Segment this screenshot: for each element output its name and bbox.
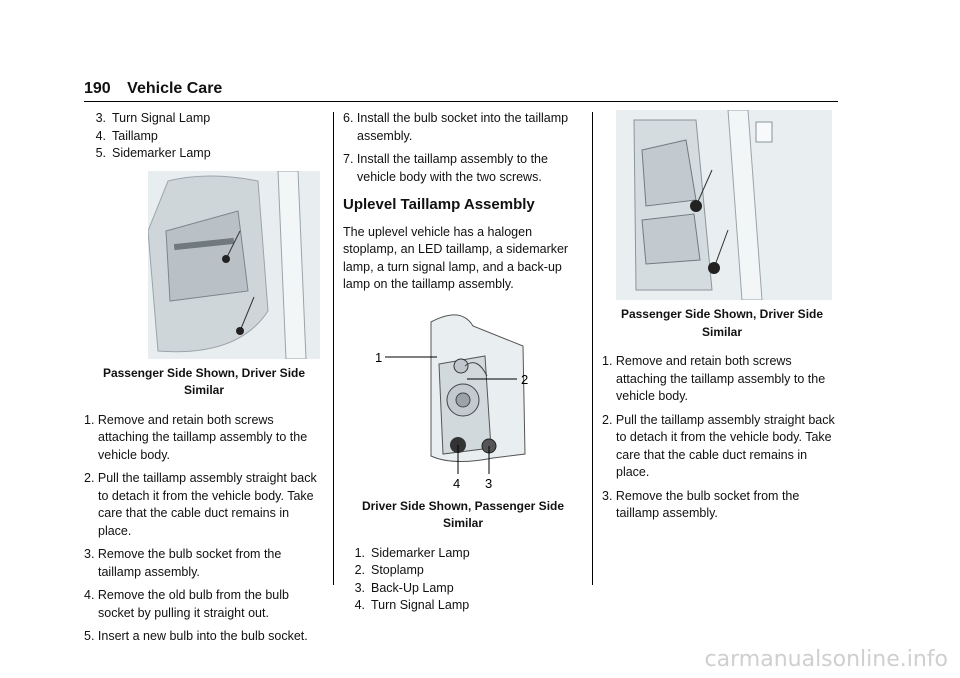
column-divider — [333, 112, 334, 585]
page-header — [84, 80, 222, 98]
step: 3. Remove the bulb socket from the taillamp assembly. — [84, 547, 282, 579]
step: 5. Insert a new bulb into the bulb socket. — [84, 629, 308, 643]
list-item: 4. Taillamp — [95, 128, 158, 143]
step: 3. Remove the bulb socket from the taillamp assembly. — [602, 488, 800, 520]
callout-3: 3 — [485, 475, 493, 491]
step: 2. Pull the taillamp assembly straight back to detach it from the vehicle body. Take care that the cable duct remains in place. — [84, 471, 317, 538]
list-item: 3. Turn Signal Lamp — [95, 111, 211, 125]
section-heading: Uplevel Taillamp Assembly — [343, 196, 535, 213]
section-paragraph: The uplevel vehicle has a halogen stoplamp, an LED taillamp, a sidemarker lamp, a turn signal lamp, and a back-up lamp on the taillamp assembly. — [343, 224, 569, 291]
taillamp-illustration-base — [148, 171, 320, 359]
step: 1. Remove and retain both screws attaching the taillamp assembly to the vehicle body. — [84, 412, 308, 462]
figure-caption: Driver Side Shown, Passenger Side Similar — [361, 498, 565, 530]
step: 7. Install the taillamp assembly to the vehicle body with the two screws. — [343, 152, 548, 184]
step: 6. Install the bulb socket into the taillamp assembly. — [343, 111, 569, 143]
taillamp-illustration-uplevel — [616, 110, 832, 300]
list-item: 1. Sidemarker Lamp — [354, 545, 470, 560]
procedure-steps — [84, 412, 324, 646]
figure-caption: Passenger Side Shown, Driver Side Similar — [102, 365, 306, 397]
procedure-steps — [602, 353, 842, 523]
column-2 — [343, 110, 583, 615]
column-divider — [592, 112, 593, 585]
section-title: Vehicle Care — [127, 80, 223, 97]
watermark: carmanualsonline.info — [704, 647, 948, 672]
step: 1. Remove and retain both screws attaching the taillamp assembly to the vehicle body. — [602, 354, 826, 403]
step: 2. Pull the taillamp assembly straight back to detach it from the vehicle body. Take care that the cable duct remains in place. — [602, 412, 835, 479]
component-list — [84, 110, 324, 163]
callout-1: 1 — [375, 349, 383, 365]
callout-2: 2 — [521, 371, 529, 387]
list-item: 5. Sidemarker Lamp — [95, 146, 211, 160]
taillamp-bulb-diagram — [373, 306, 553, 492]
page-number: 190 — [84, 80, 111, 97]
header-rule — [84, 101, 838, 102]
callout-legend — [343, 545, 583, 615]
step: 4. Remove the old bulb from the bulb socket by pulling it straight out. — [84, 588, 289, 620]
list-item: 4. Turn Signal Lamp — [354, 598, 470, 612]
column-3 — [602, 110, 842, 529]
list-item: 2. Stoplamp — [354, 563, 424, 577]
callout-4: 4 — [453, 475, 461, 491]
column-1 — [84, 110, 324, 652]
figure-caption: Passenger Side Shown, Driver Side Similar — [620, 307, 824, 339]
procedure-steps — [343, 110, 583, 186]
list-item: 3. Back-Up Lamp — [354, 580, 454, 595]
